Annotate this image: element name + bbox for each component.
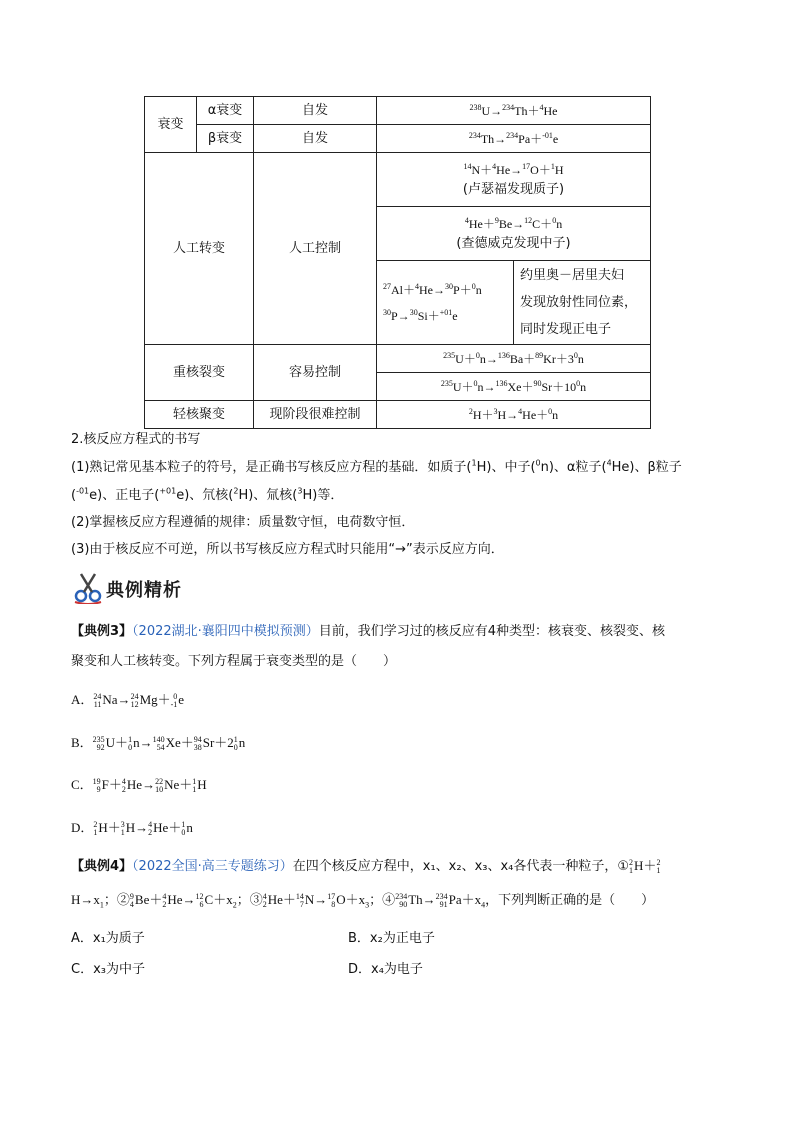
cell-fission: 重核裂变	[145, 345, 254, 401]
eq-fission-2: $^{235}U+^0n\to^{136}Xe+^{90}Sr+10^0n$	[377, 373, 651, 401]
cell-alpha-spont: 自发	[254, 97, 377, 125]
notes-p1-line2: ($^{-01}$e)、正电子($^{+01}$e)、氘核($^2$H)、氚核($^3$H)等．	[71, 486, 344, 503]
ex4-option-b[interactable]: B．x₂为正电子	[348, 931, 435, 946]
ex4-label: 【典例4】	[71, 859, 133, 874]
eq-fission-1: $^{235}U+^0n\to^{136}Ba+^{89}Kr+3^0n$	[377, 345, 651, 373]
notes-p1-line1: (1)熟记常见基本粒子的符号，是正确书写核反应方程的基础．如质子($^1$H)、中子($^0$n)、α粒子($^4$He)、β粒子	[71, 458, 682, 475]
ex3-line2: 聚变和人工核转变。下列方程属于衰变类型的是（ ）	[71, 654, 397, 669]
eq-fusion: $^2$H＋$^3$H→$^4$He＋$^0$n	[377, 401, 651, 429]
cell-beta: β衰变	[197, 125, 254, 153]
eq-rutherford: $^{14}$N＋$^4$He→$^{17}$O＋$^1$H	[463, 161, 564, 177]
ex4-line2: $H\to x_1$；② 9 4 Be＋ 4 2 He→ 12 6 $C+x_2$；③ 4 2 He＋ 14 7 N→ 17 8 $O+x_3$；④ 234 90 Th→ 234 91 $Pa+x_4$，下列判断正确的是（ ）	[71, 892, 655, 910]
curie-note-3: 同时发现正电子	[520, 322, 612, 337]
rutherford-note: (卢瑟福发现质子)	[462, 181, 565, 197]
curie-note-1: 约里奥－居里夫妇	[520, 268, 625, 283]
eq-beta: $^{234}$Th→$^{234}$Pa＋$^{-01}$e	[377, 125, 651, 153]
section-title: 典例精析	[106, 580, 182, 601]
cell-decay: 衰变	[145, 97, 197, 153]
ex4-option-a[interactable]: A．x₁为质子	[71, 931, 145, 946]
cell-curie-eq	[377, 261, 514, 345]
eq-alpha: $^{238}$U→$^{234}$Th＋$^4$He	[377, 97, 651, 125]
ex3-option-c[interactable]: C． 19 9 F＋ 4 2 He→ 22 10 Ne＋ 1 1 H	[71, 777, 207, 795]
scissors-icon	[73, 570, 103, 604]
notes-heading: 2.核反应方程式的书写	[71, 432, 201, 447]
eq-curie-1: $^{27}$Al＋$^4$He→$^{30}$P＋$^0$n	[383, 281, 482, 297]
curie-note-2: 发现放射性同位素，	[520, 295, 638, 310]
ex3-label: 【典例3】	[71, 624, 133, 639]
cell-fusion: 轻核聚变	[145, 401, 254, 429]
ex3-option-a[interactable]: A． 24 11 Na→ 24 12 Mg＋ 0 -1 e	[71, 692, 185, 710]
eq-curie-2: $^{30}$P→$^{30}$Si＋$^{+01}$e	[383, 307, 458, 323]
ex3-option-b[interactable]: B． 235 92 U＋ 1 0 n→ 140 54 Xe＋ 94 38 Sr＋2 1 0 n	[71, 735, 246, 753]
ex4-source: （2022全国·高三专题练习）	[132, 859, 293, 874]
ex4-option-c[interactable]: C．x₃为中子	[71, 962, 145, 977]
notes-p2: (2)掌握核反应方程遵循的规律：质量数守恒，电荷数守恒．	[71, 515, 415, 530]
ex3-line1: 【典例3】（2022湖北·襄阳四中模拟预测）目前，我们学习过的核反应有4种类型：核衰变、核裂变、核	[71, 624, 666, 639]
cell-beta-spont: 自发	[254, 125, 377, 153]
ex3-source: （2022湖北·襄阳四中模拟预测）	[132, 624, 319, 639]
ex4-line1: 【典例4】（2022全国·高三专题练习）在四个核反应方程中，x₁、x₂、x₃、x₄各代表一种粒子，① 2 1 H＋ 2 1	[71, 858, 661, 876]
notes-p3: (3)由于核反应不可逆，所以书写核反应方程式时只能用“→”表示反应方向．	[71, 542, 504, 557]
chadwick-note: (查德威克发现中子)	[456, 235, 571, 251]
ex3-option-d[interactable]: D． 2 1 H＋ 3 1 H→ 4 2 He＋ 1 0 n	[71, 820, 193, 838]
cell-curie-note	[514, 261, 651, 345]
cell-fission-ctrl: 容易控制	[254, 345, 377, 401]
cell-alpha: α衰变	[197, 97, 254, 125]
cell-chadwick	[377, 207, 651, 261]
cell-fusion-ctrl: 现阶段很难控制	[254, 401, 377, 429]
ex4-option-d[interactable]: D．x₄为电子	[348, 962, 423, 977]
cell-artificial-ctrl: 人工控制	[254, 153, 377, 345]
cell-rutherford	[377, 153, 651, 207]
eq-chadwick: $^4$He＋$^9$Be→$^{12}$C＋$^0$n	[464, 215, 563, 231]
cell-artificial: 人工转变	[145, 153, 254, 345]
nuclear-reaction-table	[144, 96, 651, 429]
